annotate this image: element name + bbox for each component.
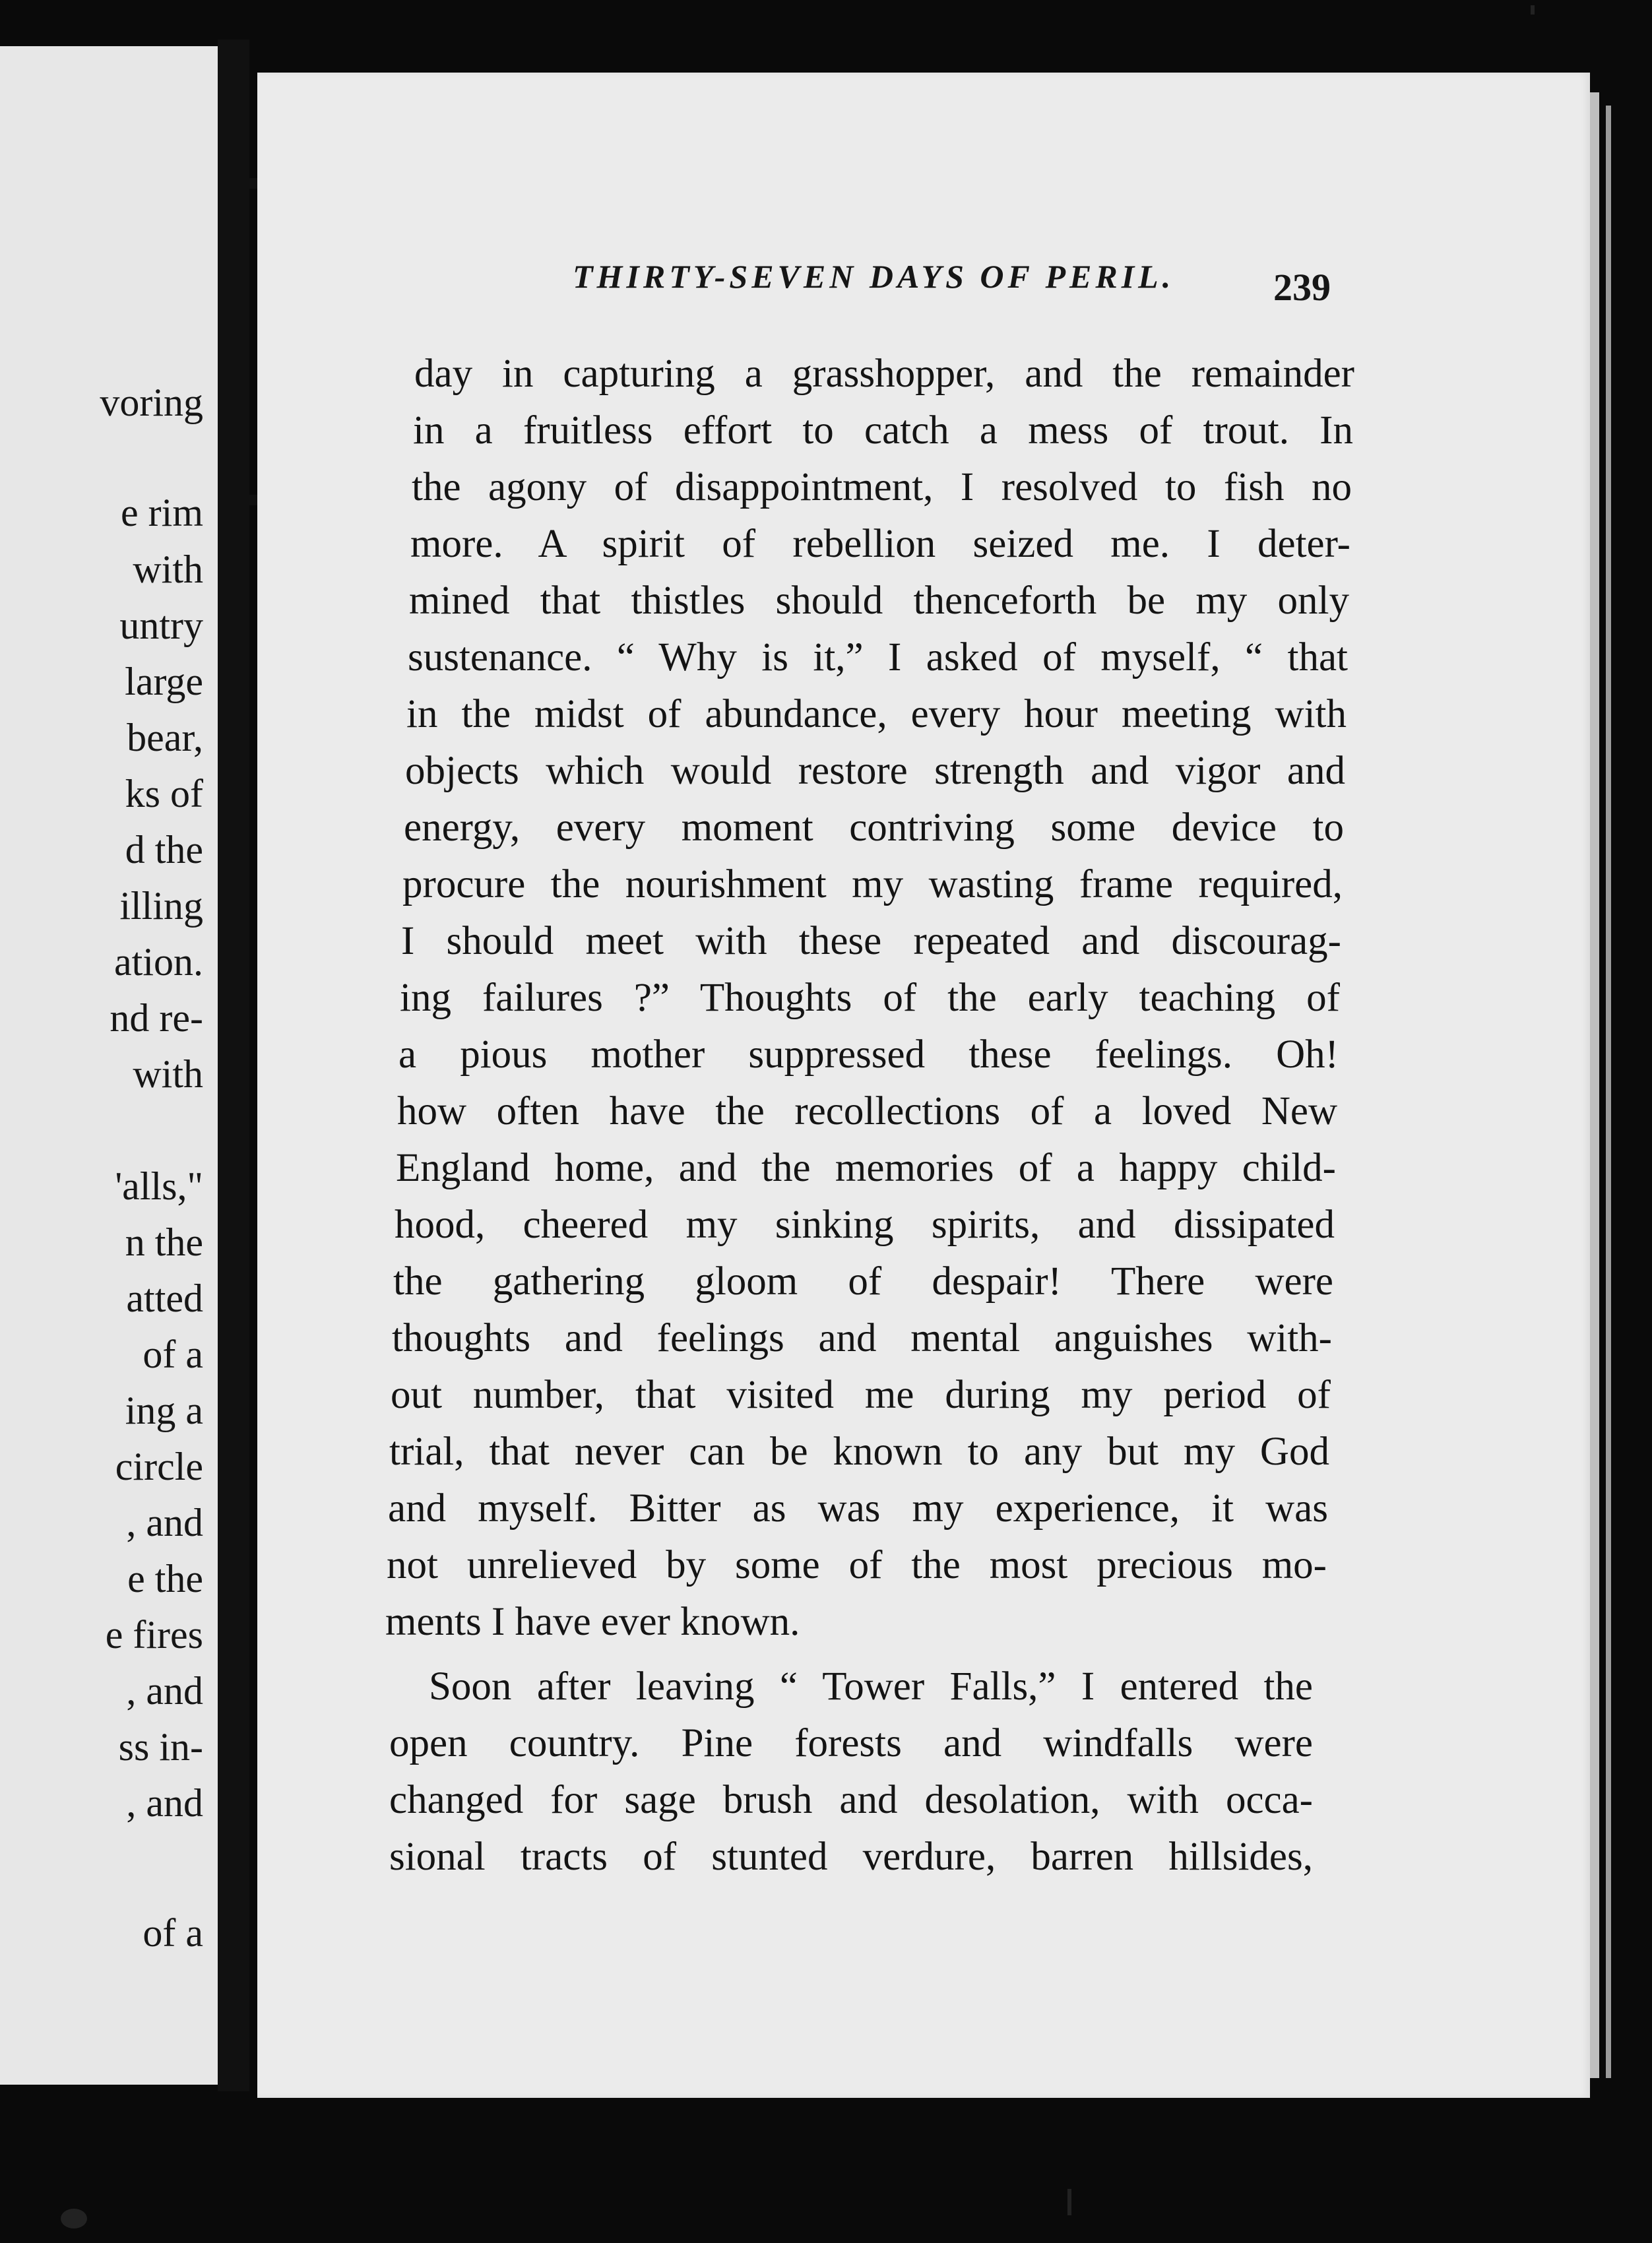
left-page-line: e fires — [105, 1613, 203, 1657]
scan-speck — [1067, 2189, 1071, 2215]
left-page-line: voring — [100, 381, 203, 424]
text-line: not unrelieved by some of the most precious mo- — [387, 1543, 1327, 1587]
left-page-line: 'alls," — [115, 1164, 203, 1208]
text-line: and myself. Bitter as was my experience, it was — [388, 1486, 1328, 1531]
text-line: in the midst of abundance, every hour meeting with — [406, 692, 1347, 736]
left-page-line: , and — [126, 1781, 203, 1825]
text-line: the agony of disappointment, I resolved to fish no — [412, 465, 1352, 509]
paragraph-start-line: Soon after leaving “ Tower Falls,” I entered the — [429, 1664, 1313, 1709]
page-number: 239 — [1273, 266, 1331, 309]
left-page-line: large — [125, 660, 203, 703]
text-line: in a fruitless effort to catch a mess of trout. In — [413, 408, 1353, 453]
previous-page — [0, 46, 218, 2085]
left-page-line: of a — [143, 1911, 203, 1955]
text-line: thoughts and feelings and mental anguishes with- — [392, 1316, 1332, 1360]
left-page-line: bear, — [127, 716, 203, 759]
scan-speck — [61, 2209, 87, 2228]
text-line: changed for sage brush and desolation, with occa- — [389, 1778, 1313, 1822]
text-line: ments I have ever known. — [385, 1600, 800, 1644]
book-gutter — [218, 40, 249, 2091]
left-page-line: e the — [127, 1557, 203, 1600]
left-page-line: ss in- — [118, 1725, 203, 1769]
left-page-line: illing — [119, 884, 203, 928]
text-line: objects which would restore strength and vigor and — [405, 749, 1345, 793]
text-line: hood, cheered my sinking spirits, and dissipated — [395, 1203, 1335, 1247]
scan-speck — [1531, 5, 1535, 15]
left-page-line: d the — [125, 828, 203, 871]
text-line: sustenance. “ Why is it,” I asked of myself, “ that — [408, 635, 1348, 679]
text-line: mined that thistles should thenceforth be my only — [409, 579, 1349, 623]
page-edge — [1590, 92, 1599, 2078]
text-line: the gathering gloom of despair! There were — [393, 1259, 1333, 1304]
text-line: I should meet with these repeated and discourag- — [401, 919, 1341, 963]
page-edge — [1606, 106, 1611, 2078]
text-line: energy, every moment contriving some device to — [404, 806, 1344, 850]
left-page-line: n the — [125, 1220, 203, 1264]
text-line: ing failures ?” Thoughts of the early teaching of — [400, 976, 1340, 1020]
left-page-line: atted — [126, 1277, 203, 1320]
text-line: out number, that visited me during my period of — [391, 1373, 1331, 1417]
left-page-line: circle — [115, 1445, 203, 1488]
text-line: procure the nourishment my wasting frame required, — [402, 862, 1343, 906]
text-line: day in capturing a grasshopper, and the remainder — [414, 352, 1354, 396]
left-page-line: e rim — [121, 491, 203, 534]
text-line: how often have the recollections of a loved New — [397, 1089, 1337, 1133]
text-line: open country. Pine forests and windfalls were — [389, 1721, 1313, 1765]
left-page-line: with — [133, 548, 203, 591]
left-page-line: untry — [119, 604, 203, 647]
left-page-line: with — [133, 1052, 203, 1096]
left-page-line: , and — [126, 1669, 203, 1713]
running-head: THIRTY-SEVEN DAYS OF PERIL. — [573, 258, 1175, 295]
left-page-line: , and — [126, 1501, 203, 1544]
left-page-line: ks of — [125, 772, 203, 815]
left-page-line: ation. — [114, 940, 203, 984]
text-line: more. A spirit of rebellion seized me. I deter- — [410, 522, 1350, 566]
left-page-line: of a — [143, 1333, 203, 1376]
text-line: trial, that never can be known to any but my God — [389, 1430, 1329, 1474]
text-line: sional tracts of stunted verdure, barren hillsides, — [389, 1835, 1313, 1879]
text-line: England home, and the memories of a happy child- — [396, 1146, 1336, 1190]
left-page-line: ing a — [125, 1389, 203, 1432]
left-page-line: nd re- — [110, 996, 203, 1040]
text-line: a pious mother suppressed these feelings. Oh! — [398, 1032, 1339, 1077]
